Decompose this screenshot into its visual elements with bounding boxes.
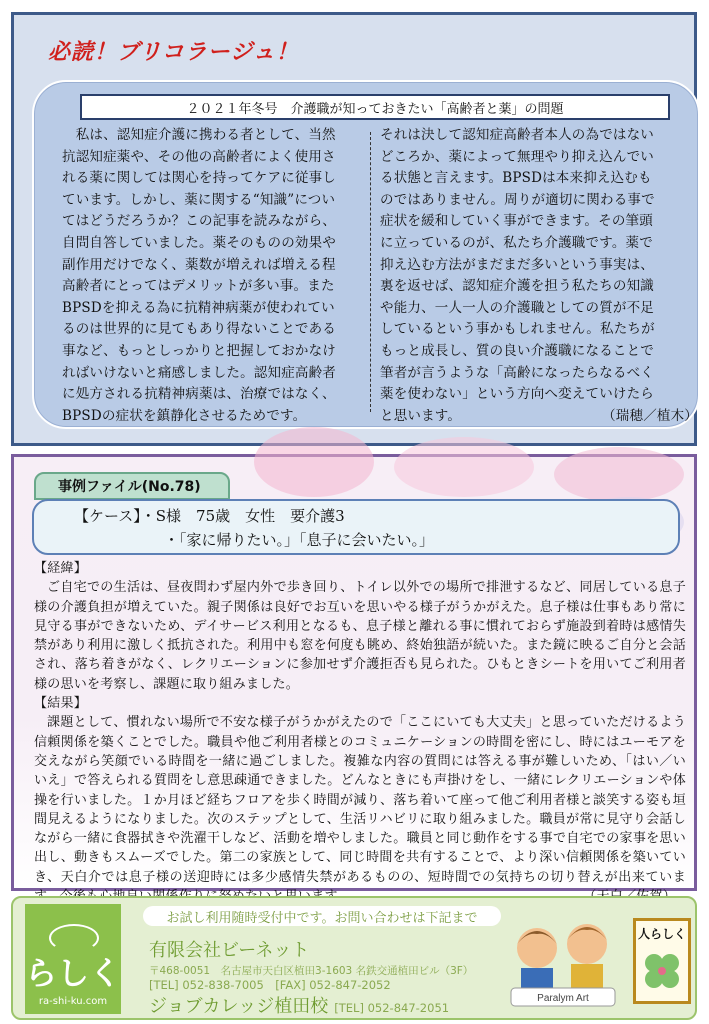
article-right-line: 裏を返せば、認知症介護を担う私たちの知識: [380, 278, 654, 295]
article-left-line: るのは世界的に見てもあり得ないことである: [62, 321, 336, 338]
result-label: 【結果】: [34, 696, 88, 712]
company-name: 有限会社ビーネット: [149, 940, 310, 961]
article-right-line: る状態と言えます。BPSDは本来抑え込むも: [380, 170, 652, 187]
article-left-line: 自問自答していました。薬そのものの効果や: [62, 234, 336, 251]
article-right-line: のではありません。周りが適切に関わる事で: [380, 191, 655, 208]
article-right-line: もっと成長し、質の良い介護職になることで: [380, 342, 654, 359]
article-left-line: BPSDを抑える為に抗精神病薬が使われてい: [62, 299, 335, 316]
paralym-art-label: Paralym Art: [537, 993, 589, 1004]
column-divider: [370, 132, 371, 412]
logo-url[interactable]: ra-shi-ku.com: [38, 996, 108, 1007]
article-left-line: ればいけないと痛感しました。認知症高齢者: [62, 364, 336, 381]
case-line-1: 【ケース】・S様 75歳 女性 要介護3: [74, 507, 345, 525]
history-label: 【経緯】: [34, 561, 88, 576]
history-text: ご自宅での生活は、昼夜問わず屋内外で歩き回り、トイレ以外での場所で排泄するなど、同居している息子様の介護負担が増えていた。親子関係は良好でお互いを思いやる様子がうかがえた。息子様は仕事もあり常に見守る事ができないため、デイサービス利用となるも、息子様と離れる事に慣れておらず施設到着時は感情失禁があり利用に激しく抵抗された。利用中も窓を何度も眺め、終始独語が続いた。また鏡に映るご自分と会話され、落ち着きがなく、レクリエーションに参加せず介護拒否も見られた。ひもときシートを用いてご利用者様の思いを考察し、課題に取り組みました。: [34, 580, 686, 692]
article-right-line: 薬を使わない」という方向へ変えていけたら: [380, 386, 654, 403]
case-body: [34, 559, 686, 906]
logo-text: らしく: [25, 954, 122, 992]
article-left-line: 事など、もっとしっかりと把握しておかなけ: [62, 342, 336, 359]
blossom-decoration: [554, 447, 684, 502]
rashiku-logo[interactable]: [25, 904, 121, 1014]
footer-panel: [11, 896, 697, 1020]
article-right-column: [380, 125, 706, 427]
school-phone[interactable]: [TEL] 052-847-2051: [334, 1001, 450, 1015]
case-file-tab: 事例ファイル(No.78): [34, 472, 230, 500]
result-text: [34, 713, 686, 906]
company-phone-fax[interactable]: [TEL] 052-838-7005 [FAX] 052-847-2052: [149, 978, 391, 992]
article-headline: ２０２１年冬号 介護職が知っておきたい「高齢者と薬」の問題: [80, 94, 670, 120]
article-bubble: [32, 80, 700, 429]
article-left-line: 高齢者にとってはデメリットが多い事。また: [62, 278, 335, 295]
paralym-kids-illustration: [501, 918, 629, 1008]
article-right-line: しているという事かもしれません。私たちが: [380, 321, 655, 338]
article-signature: （瑞穂／植木）: [602, 407, 698, 424]
framed-artwork: [633, 918, 691, 1004]
school-name: [149, 992, 449, 1018]
company-address: 〒468-0051 名古屋市天白区植田3-1603 名鉄交通植田ビル（3F）: [149, 965, 474, 977]
result-paragraph: 課題として、慣れない場所で不安な様子がうかがえたので「ここにいても大丈夫」と思っていただけるよう信頼関係を築くことでした。職員や他ご利用者様とのコミュニケーションの時間を密にし、時にはユーモアを交えながら笑顔でいる時間を一緒に過ごしました。複雑な内容の質問には答える事が難しいため、「はい／いいえ」で答えられる質問をし意思疎通できました。どんなときにも声掛けをし、一緒にレクリエーションや体操を行いました。１か月ほど経ちフロアを歩く時間が減り、落ち着いて座って他ご利用者様と談笑する姿も垣間見えるようになりました。次のステップとして、生活リハビリに取り組みました。職員が常に見守り会話しながら一緒に食器拭きや洗濯干しなど、活動を増やしました。職員と同じ動作をする事で自宅での家事を思い出し、動きもスムーズでした。第二の家族として、同じ時間を共有することで、より深い信頼関係を築いていき、天白介では息子様の送迎時には多少感情失禁があるものの、短時間での気持ちの切り替えが出来ていま: [34, 715, 686, 885]
article-left-line: BPSDの症状を鎮静化させるためです。: [62, 407, 307, 424]
blossom-decoration: [254, 427, 374, 497]
article-right-line: に立っているのが、私たち介護職です。薬で: [380, 234, 653, 251]
panel-title: 必読！ブリコラージュ！: [48, 40, 299, 65]
article-left-line: 抗認知症薬や、その他の高齢者によく使用さ: [62, 148, 336, 165]
article-left-line: 私は、認知症介護に携わる者として、当然: [62, 127, 336, 143]
blossom-decoration: [394, 437, 534, 497]
trial-notice: お試し利用随時受付中です。お問い合わせは下記まで: [143, 906, 501, 926]
artwork-caption: 人らしく: [637, 927, 686, 941]
clover-art-icon: [636, 941, 688, 1001]
bricolage-panel: [11, 12, 697, 446]
article-right-line: と思います。 （瑞穂／植木）: [380, 406, 706, 428]
article-left-line: てはどうだろうか？この記事を読みながら、: [62, 213, 336, 230]
article-right-line: どころか、薬によって無理やり抑え込んでい: [380, 148, 654, 165]
article-right-line: 症状を緩和していく事ができます。その筆頭: [380, 213, 653, 230]
case-line-2: ・「家に帰りたい。」「息子に会いたい。」: [164, 531, 435, 549]
article-left-line: に処方される抗精神病薬は、治療ではなく、: [62, 386, 336, 403]
school-name-text: ジョブカレッジ植田校: [149, 996, 329, 1017]
article-left-line: ています。しかし、薬に関する“知識”につい: [62, 191, 336, 208]
article-left-line: 副作用だけでなく、薬数が増えれば増える程: [62, 256, 336, 273]
article-right-line: 筆者が言うような「高齢になったらなるべく: [380, 364, 654, 381]
case-file-panel: [11, 454, 697, 891]
article-left-line: れる薬に関しては関心を持ってケアに従事し: [62, 170, 336, 187]
article-left-column: [62, 125, 374, 427]
article-right-line: や能力、一人一人の介護職としての質が不足: [380, 299, 654, 316]
article-right-line: 抑え込む方法がまだまだ多いという事実は、: [380, 256, 654, 273]
article-right-line: それは決して認知症高齢者本人の為ではない: [380, 127, 654, 143]
case-summary-box: [32, 499, 680, 555]
